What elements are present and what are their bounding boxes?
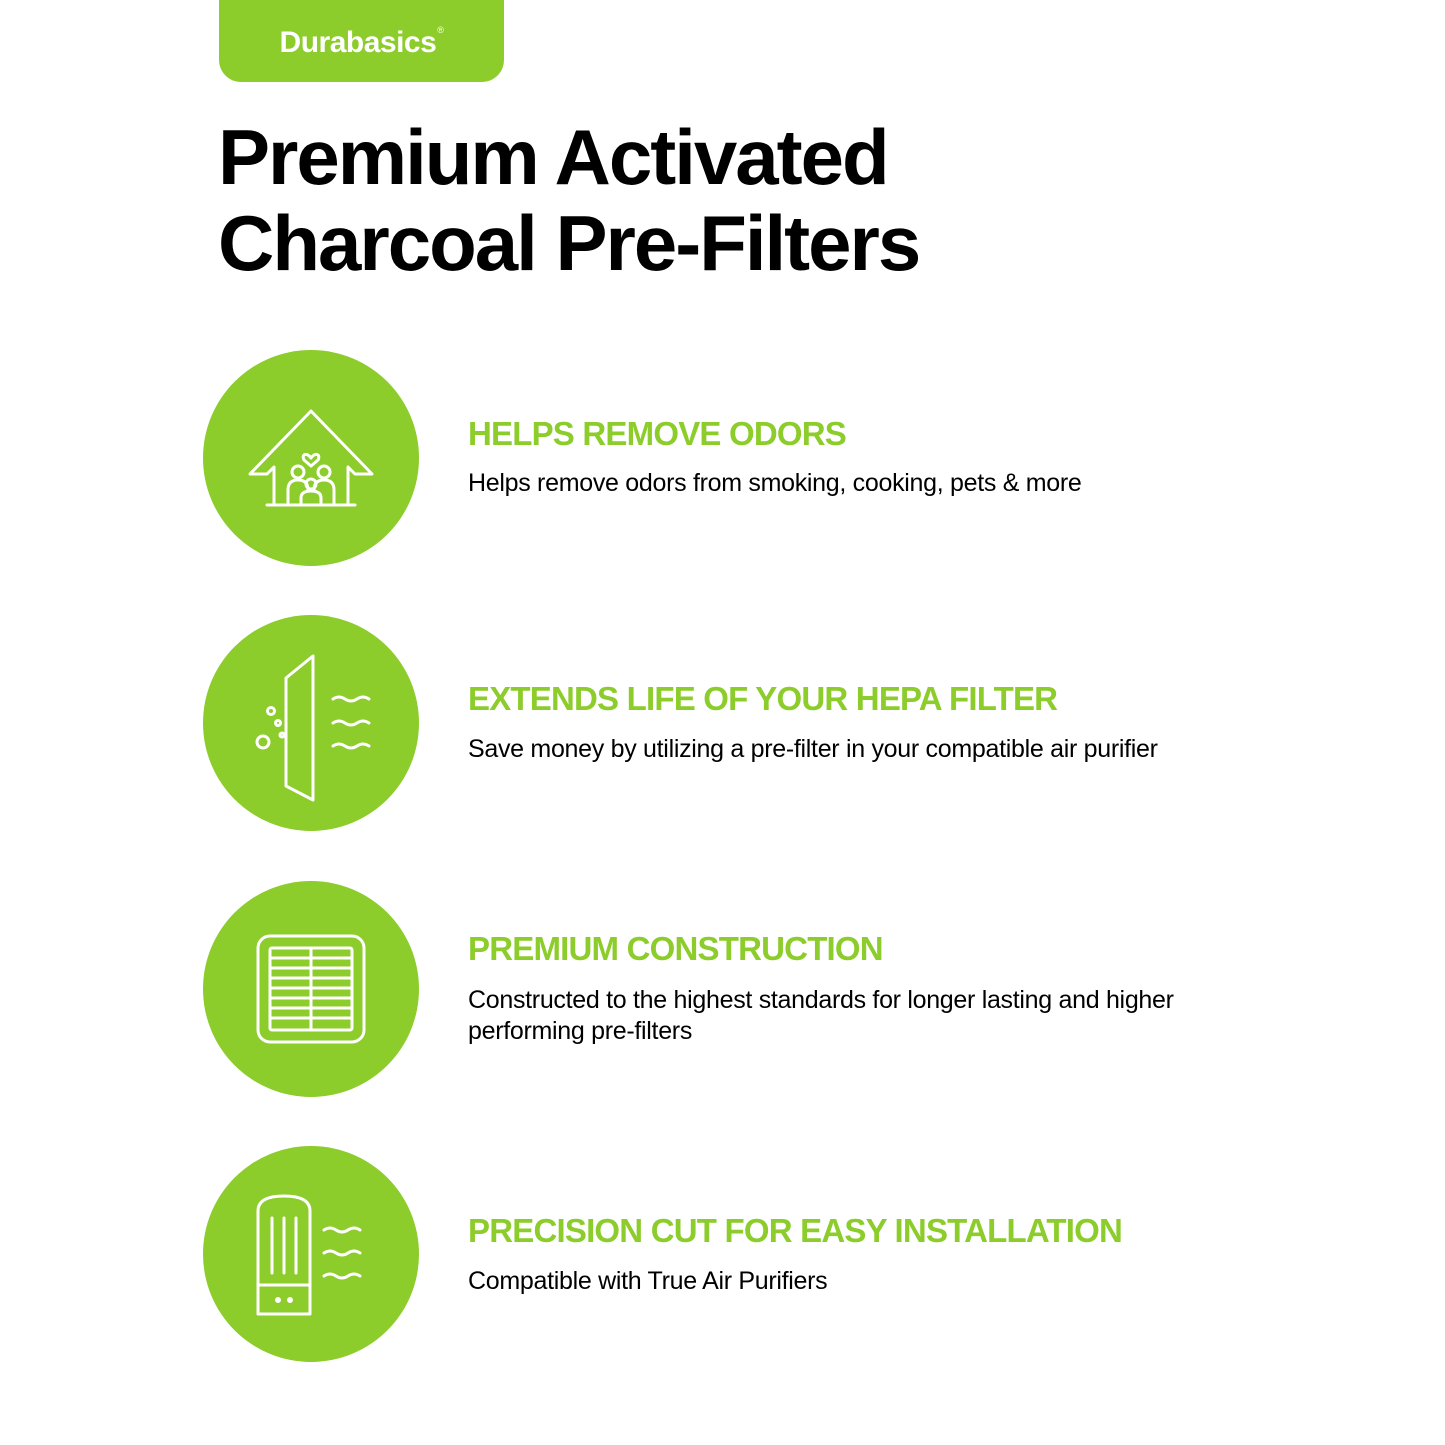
page-title-line-2: Charcoal Pre-Filters [218,199,920,287]
feature-description: Compatible with True Air Purifiers [468,1267,828,1295]
registered-mark: ® [437,25,444,35]
brand-logo [280,26,444,60]
feature-description: Helps remove odors from smoking, cooking, pets & more [468,469,1082,497]
filter-grid-icon [203,881,419,1097]
brand-name: Durabasics [279,26,437,59]
feature-title: PRECISION CUT FOR EASY INSTALLATION [468,1212,1123,1249]
page-title [218,114,1218,286]
house-family-icon [203,350,419,566]
feature-title: HELPS REMOVE ODORS [468,415,846,452]
feature-description: Constructed to the highest standards for longer lasting and higher performing pre-filters [468,986,1174,1045]
brand-logo-tab [219,0,504,82]
feature-description: Save money by utilizing a pre-filter in your compatible air purifier [468,735,1158,763]
filter-airflow-icon [203,615,419,831]
tower-purifier-icon [203,1146,419,1362]
page-title-line-1: Premium Activated [218,113,888,201]
feature-title: EXTENDS LIFE OF YOUR HEPA FILTER [468,680,1058,717]
feature-title: PREMIUM CONSTRUCTION [468,930,883,967]
